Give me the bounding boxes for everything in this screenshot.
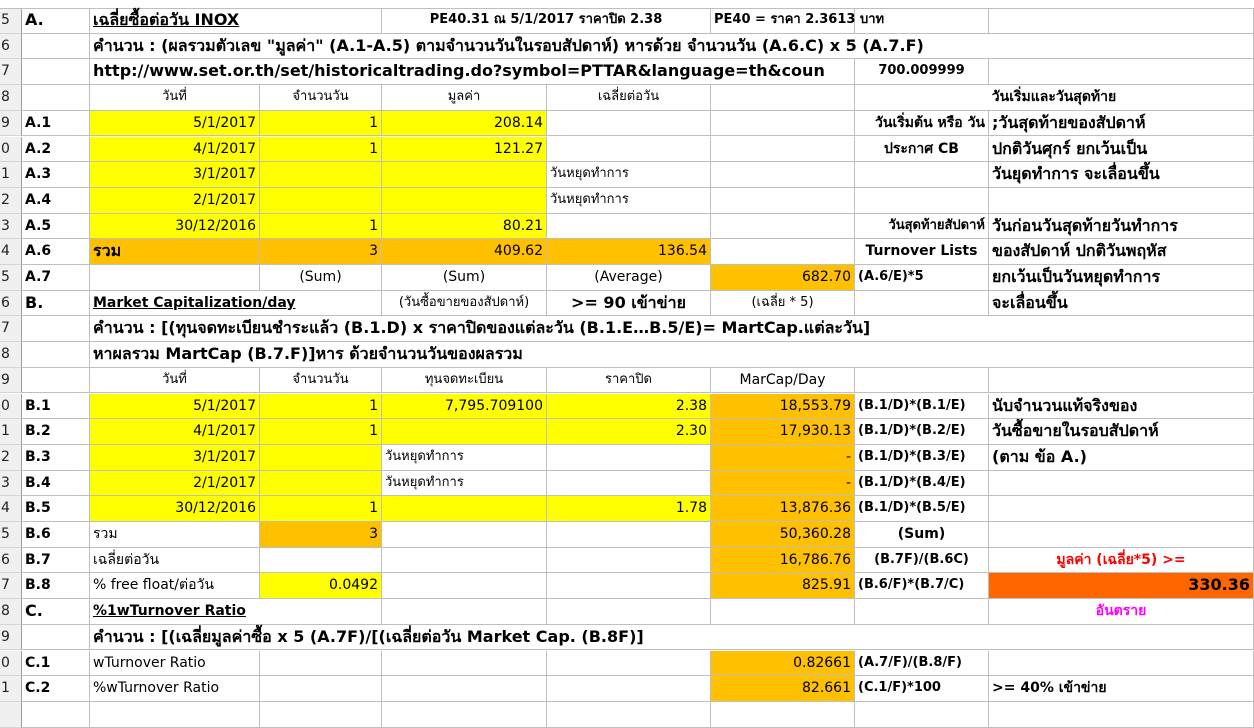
empty-cell[interactable] [382,162,547,188]
cell-h[interactable]: 330.36 [989,573,1254,599]
cell-h[interactable]: ของสัปดาห์ ปกติวันพฤหัส [989,239,1254,265]
cell-e[interactable]: เฉลี่ยต่อวัน [547,85,711,111]
cell-d[interactable]: วันหยุดทำการ [382,445,547,471]
cell-a[interactable]: B.6 [22,522,90,548]
cell-a[interactable]: A. [22,8,90,34]
cell-b[interactable]: 5/1/2017 [90,111,260,137]
empty-cell[interactable] [382,188,547,214]
cell-h[interactable]: ;วันสุดท้ายของสัปดาห์ [989,111,1254,137]
cell-h[interactable]: วันก่อนวันสุดท้ายวันทำการ [989,214,1254,240]
cell-g[interactable]: 700.009999 [855,59,989,85]
cell-d[interactable]: 121.27 [382,137,547,163]
empty-cell[interactable] [989,59,1254,85]
row-header[interactable]: 5 [0,8,22,34]
empty-cell[interactable] [382,651,547,677]
cell-g[interactable]: Turnover Lists [855,239,989,265]
empty-cell[interactable] [90,702,260,728]
row-header[interactable]: 1 [0,676,22,702]
cell-f[interactable]: PE40 = ราคา 2.3613 บาท [711,8,855,34]
empty-cell[interactable] [22,59,90,85]
empty-cell[interactable] [382,522,547,548]
empty-cell[interactable] [382,599,547,625]
cell-b[interactable]: 30/12/2016 [90,214,260,240]
row-header[interactable]: 9 [0,368,22,394]
empty-cell[interactable] [855,291,989,317]
cell-b[interactable]: wTurnover Ratio [90,651,260,677]
empty-cell[interactable] [260,471,382,497]
empty-cell[interactable] [260,445,382,471]
cell-c[interactable]: 3 [260,239,382,265]
empty-cell[interactable] [547,445,711,471]
cell-b[interactable]: %1wTurnover Ratio [90,599,382,625]
cell-d[interactable]: มูลค่า [382,85,547,111]
empty-cell[interactable] [382,573,547,599]
row-header[interactable]: 6 [0,34,22,60]
cell-g[interactable]: (A.7/F)/(B.8/F) [855,651,989,677]
cell-c[interactable]: 1 [260,137,382,163]
cell-a[interactable]: B.8 [22,573,90,599]
cell-a[interactable]: B.2 [22,419,90,445]
cell-e[interactable]: (Average) [547,265,711,291]
cell-h[interactable]: นับจำนวนแท้จริงของ [989,394,1254,420]
cell-a[interactable]: C. [22,599,90,625]
cell-a[interactable]: A.4 [22,188,90,214]
empty-cell[interactable] [711,188,855,214]
cell-d[interactable]: 80.21 [382,214,547,240]
empty-cell[interactable] [547,471,711,497]
cell-f[interactable]: 17,930.13 [711,419,855,445]
cell-a[interactable]: B.7 [22,548,90,574]
empty-cell[interactable] [260,162,382,188]
empty-cell[interactable] [989,471,1254,497]
empty-cell[interactable] [382,496,547,522]
row-header[interactable]: 5 [0,522,22,548]
empty-cell[interactable] [989,368,1254,394]
cell-b[interactable]: 3/1/2017 [90,162,260,188]
empty-cell[interactable] [90,265,260,291]
cell-h[interactable]: มูลค่า (เฉลี่ย*5) >= [989,548,1254,574]
cell-c[interactable]: (Sum) [260,265,382,291]
empty-cell[interactable] [547,573,711,599]
cell-f[interactable]: - [711,445,855,471]
cell-f[interactable]: 18,553.79 [711,394,855,420]
cell-g[interactable]: (A.6/E)*5 [855,265,989,291]
empty-cell[interactable] [855,368,989,394]
row-header[interactable]: 3 [0,214,22,240]
empty-cell[interactable] [22,85,90,111]
cell-g[interactable]: วันเริ่มต้น หรือ วัน [855,111,989,137]
cell-b[interactable]: http://www.set.or.th/set/historicaltrading.do?symbol=PTTAR&language=th&coun [90,59,855,85]
cell-b[interactable]: 5/1/2017 [90,394,260,420]
cell-g[interactable]: (B.1/D)*(B.1/E) [855,394,989,420]
empty-cell[interactable] [382,419,547,445]
cell-c[interactable]: 1 [260,419,382,445]
empty-cell[interactable] [989,8,1254,34]
cell-c[interactable]: 1 [260,394,382,420]
empty-cell[interactable] [711,702,855,728]
cell-a[interactable]: B.5 [22,496,90,522]
row-header[interactable]: 4 [0,239,22,265]
cell-e[interactable]: 1.78 [547,496,711,522]
cell-b[interactable]: คำนวน : (ผลรวมตัวเลข "มูลค่า" (A.1-A.5) ตามจำนวนวันในรอบสัปดาห์) หารด้วย จำนวนวัน (A.6.C) x 5 (A.7.F) [90,34,1254,60]
cell-c[interactable]: จำนวนวัน [260,368,382,394]
cell-g[interactable]: (C.1/F)*100 [855,676,989,702]
cell-g[interactable]: ประกาศ CB [855,137,989,163]
cell-a[interactable]: B.1 [22,394,90,420]
cell-a[interactable]: A.3 [22,162,90,188]
empty-cell[interactable] [989,188,1254,214]
cell-h[interactable]: >= 40% เข้าข่าย [989,676,1254,702]
row-header[interactable]: 7 [0,573,22,599]
row-header[interactable]: 1 [0,419,22,445]
empty-cell[interactable] [989,496,1254,522]
cell-b[interactable]: วันที่ [90,85,260,111]
row-header[interactable]: 7 [0,316,22,342]
cell-e[interactable]: ราคาปิด [547,368,711,394]
cell-b[interactable]: รวม [90,239,260,265]
cell-d[interactable]: วันหยุดทำการ [382,471,547,497]
cell-b[interactable]: เฉลี่ยต่อวัน [90,548,260,574]
empty-cell[interactable] [855,8,989,34]
empty-cell[interactable] [22,625,90,651]
empty-cell[interactable] [711,85,855,111]
row-header[interactable]: 8 [0,85,22,111]
empty-cell[interactable] [989,522,1254,548]
empty-cell[interactable] [855,162,989,188]
cell-c[interactable]: จำนวนวัน [260,85,382,111]
row-header[interactable]: 3 [0,471,22,497]
cell-h[interactable]: อันตราย [989,599,1254,625]
cell-d[interactable]: ทุนจดทะเบียน [382,368,547,394]
empty-cell[interactable] [260,548,382,574]
cell-a[interactable]: C.2 [22,676,90,702]
empty-cell[interactable] [22,702,90,728]
cell-a[interactable]: B.4 [22,471,90,497]
empty-cell[interactable] [711,111,855,137]
cell-c[interactable]: 3 [260,522,382,548]
row-header[interactable] [0,702,22,728]
cell-h[interactable]: ยกเว้นเป็นวันหยุดทำการ [989,265,1254,291]
cell-b[interactable]: เฉลี่ยซื้อต่อวัน INOX [90,8,382,34]
cell-e[interactable]: 2.30 [547,419,711,445]
cell-b[interactable]: คำนวน : [(เฉลี่ยมูลค่าซื้อ x 5 (A.7F)/[(เฉลี่ยต่อวัน Market Cap. (B.8F)] [90,625,1254,651]
cell-e[interactable]: วันหยุดทำการ [547,162,711,188]
cell-b[interactable]: 2/1/2017 [90,471,260,497]
cell-b[interactable]: 4/1/2017 [90,137,260,163]
cell-g[interactable]: วันเริ่มและวันสุดท้าย [855,85,1254,111]
cell-g[interactable]: (Sum) [855,522,989,548]
empty-cell[interactable] [711,214,855,240]
cell-c[interactable]: 1 [260,111,382,137]
empty-cell[interactable] [711,137,855,163]
empty-cell[interactable] [547,111,711,137]
row-header[interactable]: 0 [0,651,22,677]
cell-a[interactable]: A.2 [22,137,90,163]
cell-d[interactable]: (Sum) [382,265,547,291]
empty-cell[interactable] [855,188,989,214]
cell-c[interactable]: 1 [260,214,382,240]
cell-a[interactable]: A.1 [22,111,90,137]
cell-d[interactable]: (วันซื้อขายของสัปดาห์) [382,291,547,317]
cell-b[interactable]: 4/1/2017 [90,419,260,445]
empty-cell[interactable] [22,368,90,394]
row-header[interactable]: 6 [0,548,22,574]
cell-a[interactable]: C.1 [22,651,90,677]
row-header[interactable]: 6 [0,291,22,317]
cell-g[interactable]: (B.1/D)*(B.3/E) [855,445,989,471]
cell-b[interactable]: รวม [90,522,260,548]
cell-g[interactable]: (B.1/D)*(B.2/E) [855,419,989,445]
cell-b[interactable]: Market Capitalization/day [90,291,382,317]
empty-cell[interactable] [989,702,1254,728]
cell-g[interactable]: (B.1/D)*(B.5/E) [855,496,989,522]
row-header[interactable]: 2 [0,445,22,471]
row-header[interactable]: 0 [0,137,22,163]
cell-h[interactable]: (ตาม ข้อ A.) [989,445,1254,471]
cell-d[interactable]: 409.62 [382,239,547,265]
empty-cell[interactable] [711,162,855,188]
row-header[interactable]: 0 [0,394,22,420]
cell-b[interactable]: หาผลรวม MartCap (B.7.F)]หาร ด้วยจำนวนวันของผลรวม [90,342,1254,368]
cell-c[interactable]: 0.0492 [260,573,382,599]
cell-e[interactable]: >= 90 เข้าข่าย [547,291,711,317]
empty-cell[interactable] [22,342,90,368]
empty-cell[interactable] [22,316,90,342]
cell-f[interactable]: 825.91 [711,573,855,599]
cell-a[interactable]: B. [22,291,90,317]
cell-f[interactable]: 0.82661 [711,651,855,677]
empty-cell[interactable] [547,702,711,728]
empty-cell[interactable] [711,599,855,625]
empty-cell[interactable] [260,188,382,214]
cell-e[interactable]: 136.54 [547,239,711,265]
empty-cell[interactable] [547,548,711,574]
cell-c[interactable]: 1 [260,496,382,522]
cell-f[interactable]: 682.70 [711,265,855,291]
row-header[interactable]: 4 [0,496,22,522]
cell-d[interactable]: PE40.31 ณ 5/1/2017 ราคาปิด 2.38 [382,8,711,34]
empty-cell[interactable] [547,599,711,625]
cell-a[interactable]: B.3 [22,445,90,471]
empty-cell[interactable] [989,651,1254,677]
empty-cell[interactable] [547,651,711,677]
cell-d[interactable]: 7,795.709100 [382,394,547,420]
empty-cell[interactable] [260,676,382,702]
cell-g[interactable]: วันสุดท้ายสัปดาห์ [855,214,989,240]
cell-g[interactable]: (B.7F)/(B.6C) [855,548,989,574]
cell-b[interactable]: วันที่ [90,368,260,394]
empty-cell[interactable] [547,522,711,548]
cell-f[interactable]: (เฉลี่ย * 5) [711,291,855,317]
row-header[interactable]: 2 [0,188,22,214]
cell-a[interactable]: A.6 [22,239,90,265]
cell-d[interactable]: 208.14 [382,111,547,137]
empty-cell[interactable] [547,676,711,702]
row-header[interactable]: 7 [0,59,22,85]
cell-b[interactable]: %wTurnover Ratio [90,676,260,702]
empty-cell[interactable] [382,702,547,728]
cell-b[interactable]: 30/12/2016 [90,496,260,522]
empty-cell[interactable] [855,702,989,728]
row-header[interactable]: 8 [0,599,22,625]
cell-f[interactable]: 50,360.28 [711,522,855,548]
cell-f[interactable]: - [711,471,855,497]
row-header[interactable]: 8 [0,342,22,368]
cell-g[interactable]: (B.1/D)*(B.4/E) [855,471,989,497]
cell-h[interactable]: วันซื้อขายในรอบสัปดาห์ [989,419,1254,445]
empty-cell[interactable] [260,651,382,677]
cell-b[interactable]: % free float/ต่อวัน [90,573,260,599]
row-header[interactable]: 5 [0,265,22,291]
empty-cell[interactable] [711,239,855,265]
cell-h[interactable]: วันยุดทำการ จะเลื่อนขึ้น [989,162,1254,188]
row-header[interactable]: 9 [0,625,22,651]
cell-b[interactable]: คำนวน : [(ทุนจดทะเบียนชำระแล้ว (B.1.D) x ราคาปิดของแต่ละวัน (B.1.E…B.5/E)= MartCap.แต่ละวัน] [90,316,1254,342]
cell-b[interactable]: 3/1/2017 [90,445,260,471]
empty-cell[interactable] [382,676,547,702]
cell-f[interactable]: 16,786.76 [711,548,855,574]
cell-g[interactable]: (B.6/F)*(B.7/C) [855,573,989,599]
empty-cell[interactable] [855,599,989,625]
cell-a[interactable]: A.7 [22,265,90,291]
row-header[interactable]: 9 [0,111,22,137]
empty-cell[interactable] [547,214,711,240]
cell-f[interactable]: MarCap/Day [711,368,855,394]
cell-h[interactable]: ปกติวันศุกร์ ยกเว้นเป็น [989,137,1254,163]
empty-cell[interactable] [260,702,382,728]
empty-cell[interactable] [382,548,547,574]
cell-e[interactable]: วันหยุดทำการ [547,188,711,214]
empty-cell[interactable] [22,34,90,60]
empty-cell[interactable] [547,137,711,163]
cell-f[interactable]: 13,876.36 [711,496,855,522]
cell-a[interactable]: A.5 [22,214,90,240]
cell-f[interactable]: 82.661 [711,676,855,702]
cell-b[interactable]: 2/1/2017 [90,188,260,214]
cell-h[interactable]: จะเลื่อนขึ้น [989,291,1254,317]
cell-e[interactable]: 2.38 [547,394,711,420]
row-header[interactable]: 1 [0,162,22,188]
